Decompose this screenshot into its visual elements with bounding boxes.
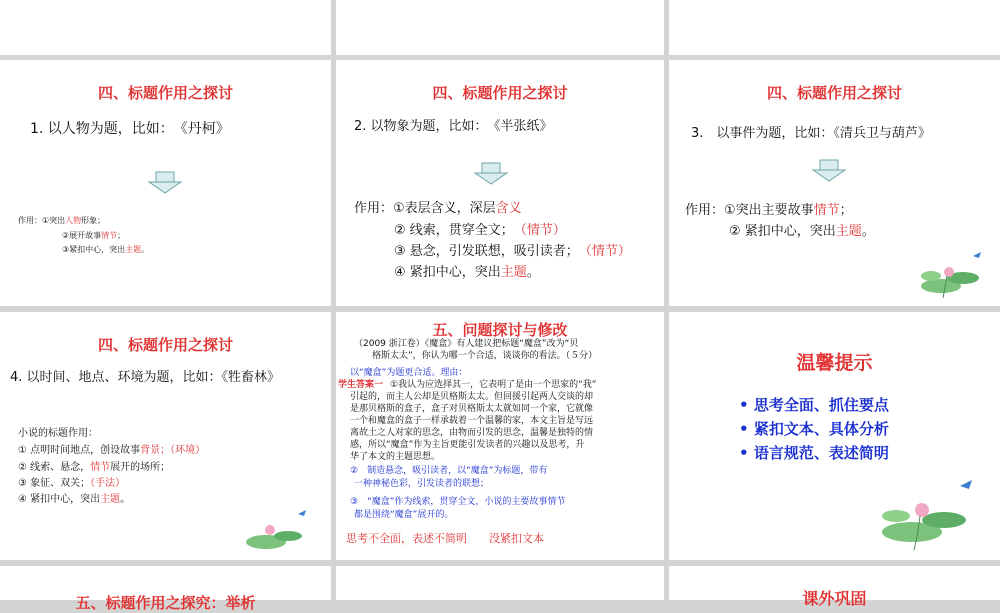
answer-line-7: 华了本文的主题思想。 bbox=[350, 452, 441, 462]
list-item-1: ① 点明时间地点，创设故事背景；（环境） bbox=[18, 445, 206, 456]
effect-line-2: ② 紧扣中心，突出主题。 bbox=[729, 224, 875, 239]
question-line-1: （2009 浙江卷）《魔盒》有人建议把标题“魔盒”改为“贝 bbox=[354, 339, 579, 349]
slide-title: 四、标题作用之探讨 bbox=[97, 336, 233, 354]
lotus-decoration bbox=[917, 248, 993, 300]
list-item-3: ③ 象征、双关；（手法） bbox=[18, 478, 126, 489]
slide-11[interactable] bbox=[336, 566, 664, 600]
list-heading: 小说的标题作用： bbox=[18, 428, 98, 439]
effect-line-3: ③ 悬念，引发联想，吸引读者； （情节） bbox=[394, 244, 631, 259]
slide-12[interactable] bbox=[669, 566, 1000, 608]
answer-intro: 以“魔盒”为题更合适。理由： bbox=[350, 368, 468, 378]
slide-title: 四、标题作用之探讨 bbox=[766, 84, 902, 102]
topic-line: 2. 以物象为题，比如： 《半张纸》 bbox=[354, 119, 553, 134]
slide-10[interactable] bbox=[0, 566, 331, 612]
slide-9[interactable] bbox=[669, 312, 1000, 560]
tip-item: • 紧扣文本、具体分析 bbox=[739, 420, 889, 438]
slide-5[interactable] bbox=[336, 60, 664, 306]
slide-title: 四、标题作用之探讨 bbox=[97, 84, 233, 102]
slide-title: 温馨提示 bbox=[796, 352, 873, 374]
student-answer-label: 学生答案一 bbox=[338, 380, 384, 390]
answer-line-6: 感，所以“魔盒”作为主旨更能引发读者的兴趣以及思考，升 bbox=[350, 440, 585, 450]
critique-note: 思考不全面，表述不简明 没紧扣文本 bbox=[346, 532, 544, 545]
list-item-4: ④ 紧扣中心，突出主题。 bbox=[18, 494, 131, 505]
slide-7[interactable] bbox=[0, 312, 331, 560]
down-arrow-icon bbox=[812, 160, 846, 182]
effect-line-3: ③紧扣中心，突出主题。 bbox=[62, 245, 150, 254]
point-2-line-2: 一种神秘色彩，引发读者的联想； bbox=[354, 479, 490, 489]
tip-item: • 思考全面、抓住要点 bbox=[739, 396, 889, 414]
list-item-2: ② 线索、悬念，情节展开的场所； bbox=[18, 462, 171, 473]
slide-6[interactable] bbox=[669, 60, 1000, 306]
question-line-2: 格斯太太”，你认为哪一个合适，谈谈你的看法。（５分） bbox=[372, 351, 598, 361]
effect-line-1: 作用：①表层含义，深层含义 bbox=[354, 201, 522, 216]
topic-line: 3. 以事件为题，比如：《清兵卫与葫芦》 bbox=[691, 126, 931, 141]
tip-item: • 语言规范、表述简明 bbox=[739, 444, 889, 462]
slide-title: 课外巩固 bbox=[802, 589, 867, 608]
down-arrow-icon bbox=[474, 163, 508, 185]
answer-line-5: 离故土之人对家的思念，由物而引发的思念，温馨是独特的情 bbox=[350, 428, 594, 438]
effect-line-2: ②展开故事情节； bbox=[62, 231, 126, 240]
slide-1[interactable] bbox=[0, 0, 331, 55]
slide-title: 五、标题作用之探究：举析 bbox=[75, 594, 256, 612]
point-3-line-1: ③ “魔盒”作为线索，贯穿全文，小说的主要故事情节 bbox=[350, 497, 566, 507]
point-2-line-1: ② 制造悬念，吸引读者，以“魔盒”为标题，带有 bbox=[350, 466, 548, 476]
lotus-decoration bbox=[874, 476, 984, 552]
effect-line-4: ④ 紧扣中心，突出主题。 bbox=[394, 265, 540, 280]
slide-title: 五、问题探讨与修改 bbox=[432, 321, 568, 339]
answer-line-3: 是那贝格斯的盒子，盒子对贝格斯太太就如同一个家，它就像 bbox=[350, 404, 594, 414]
topic-line: 1. 以人物为题，比如： 《丹柯》 bbox=[30, 121, 230, 137]
down-arrow-icon bbox=[148, 172, 182, 194]
slide-title: 四、标题作用之探讨 bbox=[432, 84, 568, 102]
slide-4[interactable] bbox=[0, 60, 331, 306]
point-3-line-2: 都是围绕“魔盒”展开的。 bbox=[354, 510, 454, 520]
answer-line-4: 一个和魔盒的盒子一样承载着一个温馨的家，本文主旨是写远 bbox=[350, 416, 594, 426]
lotus-decoration bbox=[240, 508, 316, 556]
answer-line-2: 引起的，而主人公却是贝格斯太太。但回援引起两人交谈的却 bbox=[350, 392, 594, 402]
effect-line-1: 作用：①突出人物形象； bbox=[18, 216, 106, 225]
slide-8[interactable] bbox=[336, 312, 664, 560]
topic-line: 4. 以时间、地点、环境为题，比如：《牲畜林》 bbox=[10, 370, 281, 385]
effect-line-1: 作用：①突出主要故事情节； bbox=[685, 203, 853, 218]
effect-line-2: ② 线索，贯穿全文； （情节） bbox=[394, 223, 566, 238]
answer-line-1: ①我认为应选择其一，它表明了是由一个思家的“我” bbox=[390, 380, 597, 390]
slide-3[interactable] bbox=[669, 0, 1000, 55]
slide-2[interactable] bbox=[336, 0, 664, 55]
